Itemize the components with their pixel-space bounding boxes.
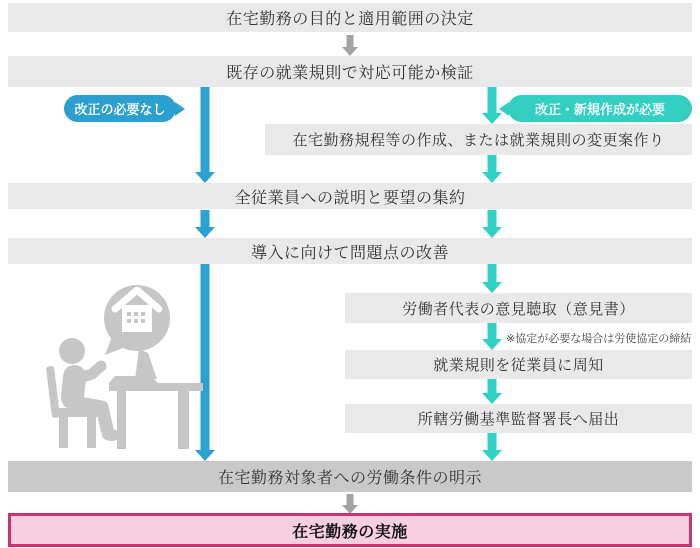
speech-bubble-house-icon xyxy=(104,285,170,355)
label-no-revision xyxy=(64,95,176,122)
label-revision-needed-text: 改正・新規作成が必要 xyxy=(534,102,665,117)
step-decide-scope: 在宅勤務の目的と適用範囲の決定 xyxy=(8,3,692,32)
arrow-shaft xyxy=(488,87,497,114)
step-show-conditions: 在宅勤務対象者への労働条件の明示 xyxy=(8,461,692,492)
step-improve-issues: 導入に向けて問題点の改善 xyxy=(8,238,692,264)
label-no-revision-text: 改正の必要なし xyxy=(74,102,166,117)
arrow-shaft xyxy=(347,35,354,47)
person-at-desk-icon xyxy=(46,338,203,449)
arrow-shaft xyxy=(488,379,497,394)
arrow-head-icon xyxy=(482,172,502,183)
arrow-shaft xyxy=(201,210,210,228)
step-final-implementation: 在宅勤務の実施 xyxy=(8,513,692,547)
arrow-down-teal-4 xyxy=(482,264,502,293)
arrow-down-teal-6 xyxy=(482,379,502,404)
arrow-head-icon xyxy=(195,227,215,238)
arrow-down-teal-2 xyxy=(482,155,502,183)
arrow-shaft xyxy=(488,155,497,173)
step-explain-employees: 全従業員への説明と要望の集約 xyxy=(8,183,692,209)
arrow-head-icon xyxy=(342,47,358,56)
person-teleworking-illustration xyxy=(35,282,235,458)
arrow-down-blue-2 xyxy=(195,210,215,238)
arrow-head-icon xyxy=(482,227,502,238)
bubble-pointer-icon xyxy=(175,102,185,116)
note-labor-agreement: ※協定が必要な場合は労使協定の締結 xyxy=(506,333,692,345)
bubble-pointer-icon xyxy=(499,102,509,116)
arrow-down-gray-2 xyxy=(342,494,358,514)
arrow-down-gray-1 xyxy=(342,35,358,56)
arrow-down-blue-1 xyxy=(195,87,215,183)
arrow-head-icon xyxy=(195,172,215,183)
step-notify-employees: 就業規則を従業員に周知 xyxy=(345,350,692,379)
step-submit-office: 所轄労働基準監督署長へ届出 xyxy=(345,404,692,433)
arrow-down-teal-5 xyxy=(482,323,502,350)
arrow-down-teal-3 xyxy=(482,210,502,238)
arrow-down-teal-7 xyxy=(482,433,502,461)
arrow-shaft xyxy=(488,210,497,228)
label-revision-needed xyxy=(508,95,692,122)
arrow-shaft xyxy=(488,433,497,451)
arrow-shaft xyxy=(488,264,497,283)
arrow-shaft xyxy=(488,323,497,340)
arrow-shaft xyxy=(347,494,354,505)
arrow-head-icon xyxy=(482,339,502,350)
arrow-head-icon xyxy=(482,282,502,293)
arrow-shaft xyxy=(201,87,210,173)
step-hearing: 労働者代表の意見聴取（意見書） xyxy=(345,293,692,323)
arrow-head-icon xyxy=(482,450,502,461)
step-draft-rules: 在宅勤務規程等の作成、または就業規則の変更案作り xyxy=(265,124,692,155)
step-verify-rules: 既存の就業規則で対応可能か検証 xyxy=(8,56,692,87)
arrow-head-icon xyxy=(482,393,502,404)
